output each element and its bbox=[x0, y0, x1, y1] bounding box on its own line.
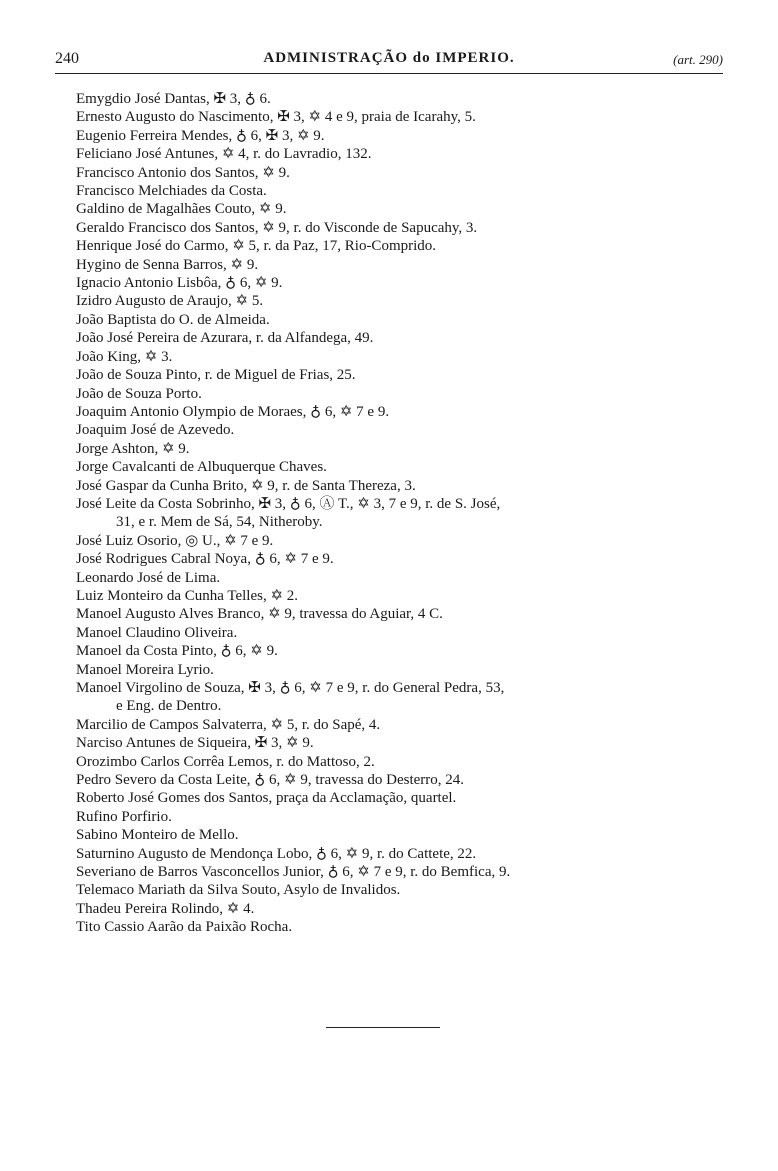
list-entry: Narciso Antunes de Siqueira, ✠ 3, ✡ 9. bbox=[76, 735, 314, 752]
header-rule bbox=[55, 73, 723, 74]
list-entry: Leonardo José de Lima. bbox=[76, 569, 221, 586]
page-header bbox=[55, 50, 723, 74]
list-entry: Tito Cassio Aarão da Paixão Rocha. bbox=[76, 919, 293, 936]
list-entry: Roberto José Gomes dos Santos, praça da Acclamação, quartel. bbox=[76, 790, 457, 807]
list-entry: Pedro Severo da Costa Leite, ♁ 6, ✡ 9, travessa do Desterro, 24. bbox=[76, 772, 465, 789]
list-entry: Manoel Augusto Alves Branco, ✡ 9, travessa do Aguiar, 4 C. bbox=[76, 606, 443, 623]
list-entry: João de Souza Pinto, r. de Miguel de Frias, 25. bbox=[76, 367, 356, 384]
list-entry: Izidro Augusto de Araujo, ✡ 5. bbox=[76, 293, 264, 310]
list-entry: José Rodrigues Cabral Noya, ♁ 6, ✡ 7 e 9. bbox=[76, 551, 334, 568]
list-entry: Jorge Cavalcanti de Albuquerque Chaves. bbox=[76, 459, 327, 476]
page-number: 240 bbox=[55, 50, 79, 67]
list-entry: João Baptista do O. de Almeida. bbox=[76, 311, 270, 328]
list-entry: Geraldo Francisco dos Santos, ✡ 9, r. do Visconde de Sapucahy, 3. bbox=[76, 219, 478, 236]
list-entry-continuation: 31, e r. Mem de Sá, 54, Nitheroby. bbox=[116, 514, 323, 531]
list-entry: Joaquim José de Azevedo. bbox=[76, 422, 235, 439]
list-entry: Manoel Moreira Lyrio. bbox=[76, 661, 214, 678]
list-entry: Ignacio Antonio Lisbôa, ♁ 6, ✡ 9. bbox=[76, 275, 283, 292]
list-entry: Rufino Porfirio. bbox=[76, 808, 172, 825]
list-entry: Eugenio Ferreira Mendes, ♁ 6, ✠ 3, ✡ 9. bbox=[76, 127, 325, 144]
list-entry: Manoel Virgolino de Souza, ✠ 3, ♁ 6, ✡ 7 e 9, r. do General Pedra, 53, bbox=[76, 680, 505, 696]
list-entry: Francisco Melchiades da Costa. bbox=[76, 183, 267, 200]
list-entry: Galdino de Magalhães Couto, ✡ 9. bbox=[76, 201, 287, 218]
list-entry: Severiano de Barros Vasconcellos Junior, ♁ 6, ✡ 7 e 9, r. do Bemfica, 9. bbox=[76, 864, 511, 881]
list-entry: José Leite da Costa Sobrinho, ✠ 3, ♁ 6, Ⓐ T., ✡ 3, 7 e 9, r. de S. José, bbox=[76, 495, 501, 512]
list-entry: Hygino de Senna Barros, ✡ 9. bbox=[76, 256, 259, 273]
list-entry: João de Souza Porto. bbox=[76, 385, 202, 402]
list-entry: João José Pereira de Azurara, r. da Alfandega, 49. bbox=[76, 330, 374, 347]
list-entry: Telemaco Mariath da Silva Souto, Asylo de Invalidos. bbox=[76, 882, 401, 899]
list-entry: Jorge Ashton, ✡ 9. bbox=[76, 440, 190, 457]
list-entry: Francisco Antonio dos Santos, ✡ 9. bbox=[76, 164, 290, 181]
list-entry: Luiz Monteiro da Cunha Telles, ✡ 2. bbox=[76, 587, 299, 604]
list-entry: José Luiz Osorio, ◎ U., ✡ 7 e 9. bbox=[76, 532, 274, 549]
list-entry: Orozimbo Carlos Corrêa Lemos, r. do Mattoso, 2. bbox=[76, 753, 375, 770]
name-list bbox=[76, 90, 726, 937]
list-entry: Thadeu Pereira Rolindo, ✡ 4. bbox=[76, 900, 255, 917]
list-entry: Manoel da Costa Pinto, ♁ 6, ✡ 9. bbox=[76, 643, 278, 660]
end-rule bbox=[326, 1027, 440, 1028]
list-entry: Manoel Claudino Oliveira. bbox=[76, 624, 238, 641]
list-entry: Emygdio José Dantas, ✠ 3, ♁ 6. bbox=[76, 91, 271, 107]
list-entry: Sabino Monteiro de Mello. bbox=[76, 827, 239, 844]
running-head-title: ADMINISTRAÇÃO do IMPERIO. bbox=[263, 50, 515, 66]
list-entry: João King, ✡ 3. bbox=[76, 348, 173, 365]
list-entry: Joaquim Antonio Olympio de Moraes, ♁ 6, ✡ 7 e 9. bbox=[76, 403, 390, 420]
list-entry: Saturnino Augusto de Mendonça Lobo, ♁ 6, ✡ 9, r. do Cattete, 22. bbox=[76, 845, 477, 862]
section-reference: (art. 290) bbox=[673, 52, 723, 67]
list-entry: Henrique José do Carmo, ✡ 5, r. da Paz, 17, Rio-Comprido. bbox=[76, 238, 437, 255]
list-entry: José Gaspar da Cunha Brito, ✡ 9, r. de Santa Thereza, 3. bbox=[76, 477, 416, 494]
list-entry: Ernesto Augusto do Nascimento, ✠ 3, ✡ 4 e 9, praia de Icarahy, 5. bbox=[76, 109, 476, 126]
list-entry: Feliciano José Antunes, ✡ 4, r. do Lavradio, 132. bbox=[76, 146, 372, 163]
list-entry: Marcilio de Campos Salvaterra, ✡ 5, r. do Sapé, 4. bbox=[76, 716, 381, 733]
list-entry-continuation: e Eng. de Dentro. bbox=[116, 698, 222, 715]
